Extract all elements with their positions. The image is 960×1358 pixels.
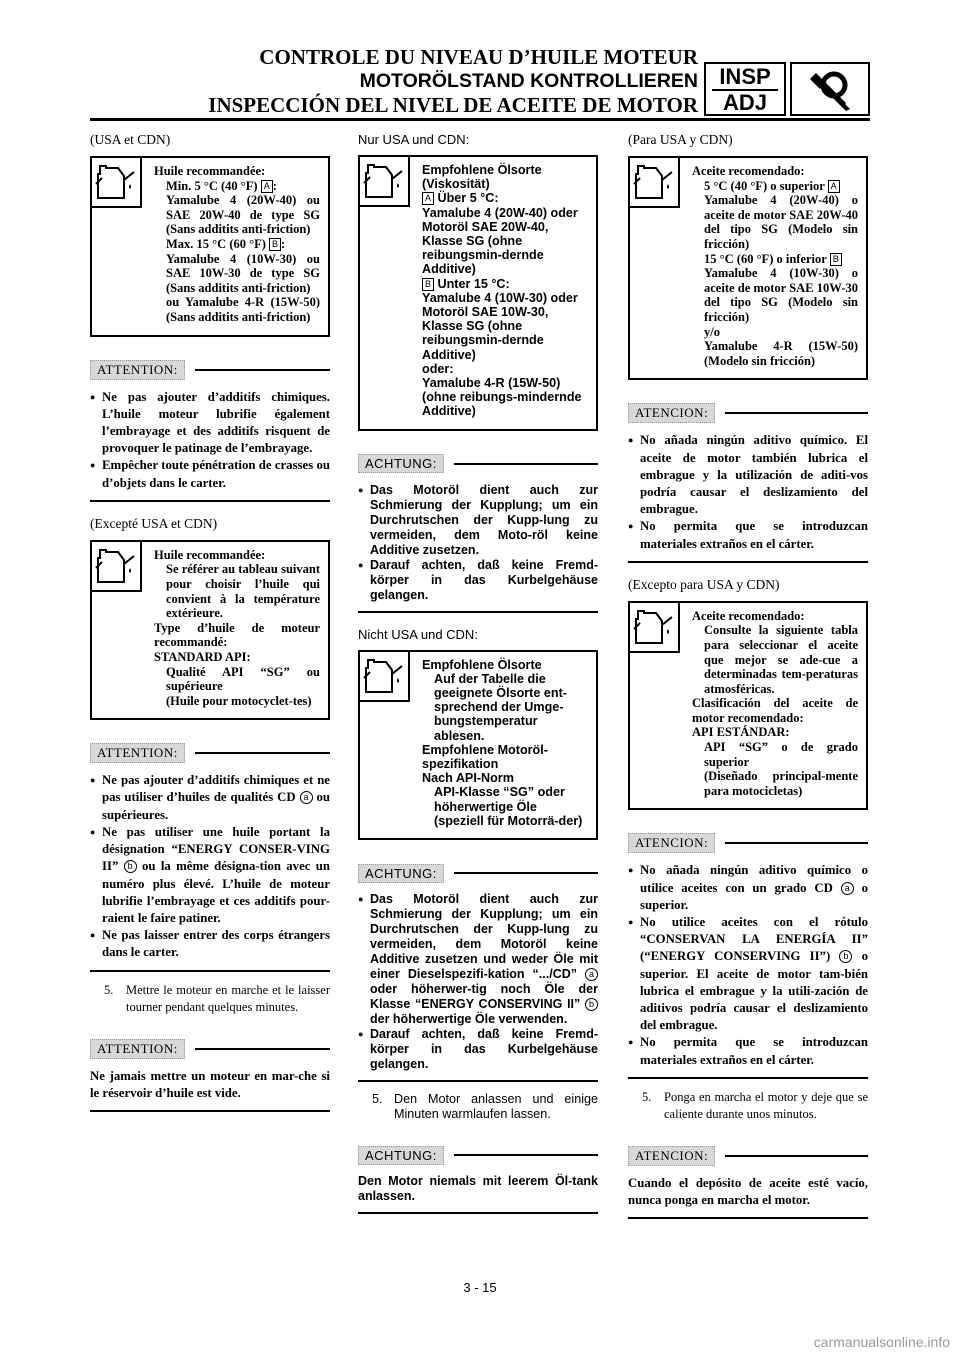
step-5: [372, 1092, 598, 1122]
oil-line: A Über 5 °C:: [422, 191, 588, 205]
oil-heading: Aceite recomendado:: [692, 164, 805, 178]
oil-line: B Unter 15 °C:: [422, 277, 588, 291]
marker-a: A: [422, 192, 434, 205]
oil-line: (Diseñado principal-mente para motocicletas): [704, 769, 858, 798]
oil-can-icon: [630, 603, 680, 653]
caution-item: ● Ne pas laisser entrer des corps étrangers dans le carter.: [90, 927, 330, 961]
caution-label: ATTENTION:: [90, 1039, 185, 1059]
caution-item: ● Das Motoröl dient auch zur Schmierung der Kupplung; um ein Durchrutschen der Kupp-lung zu vermeiden, dem Motoröl keine Additive zusetzen und weder Öle mit einer Dieselspezifi-kation “.../CD” a oder höherwer-tig noch Öle der Klasse “ENERGY CONSERVING II” b der höherwertige Öle verwenden.: [358, 892, 598, 1027]
oil-line: STANDARD API:: [154, 649, 251, 664]
oil-line: Se référer au tableau suivant pour choisir l’huile qui convient à la température extérieure.: [166, 562, 320, 621]
column-german: [358, 130, 598, 1214]
caution-block: [628, 832, 868, 1078]
title-german: MOTORÖLSTAND KONTROLLIEREN: [359, 70, 698, 92]
step-number: 5.: [104, 982, 114, 997]
oil-can-icon: [630, 158, 680, 208]
caution-item: ● No permita que se introduzcan materiales extraños en el cárter.: [628, 518, 868, 552]
step-text: Den Motor anlassen und einige Minuten warmlaufen lassen.: [394, 1092, 598, 1122]
oil-line: Empfohlene Motoröl-spezifikation: [422, 742, 548, 772]
oil-line: ou Yamalube 4-R (15W-50) (Sans additits anti-friction): [166, 295, 320, 324]
oil-heading: Empfohlene Ölsorte (Viskosität): [422, 163, 542, 192]
oil-can-icon: [360, 652, 410, 702]
marker-b: B: [422, 278, 434, 291]
page-header: [208, 45, 698, 117]
caution-item: ● Darauf achten, daß keine Fremd-körper in das Kurbelgehäuse gelangen.: [358, 558, 598, 603]
oil-heading: Huile recommandée:: [154, 164, 266, 178]
marker-b: b: [839, 950, 852, 963]
oil-can-icon: [92, 542, 142, 592]
caution-item: ● Ne pas ajouter d’additifs chimiques et ne pas utiliser d’huiles de qualités CD a ou supérieures.: [90, 772, 330, 824]
oil-heading: Huile recommandée:: [154, 547, 266, 562]
oil-line: Nach API-Norm: [422, 771, 514, 786]
region-label: (USA et CDN): [90, 132, 171, 147]
oil-line: Yamalube 4 (20W-40) o aceite de motor SAE 20W-40 del tipo SG (Modelo sin fricción): [704, 193, 858, 251]
caution-label: ATTENTION:: [90, 743, 185, 763]
oil-line: Yamalube 4 (10W-30) oder Motoröl SAE 10W-30, Klasse SG (ohne reibungsmin-dernde Additive): [422, 290, 578, 362]
oil-line: Min. 5 °C (40 °F) A :: [166, 178, 277, 193]
recommended-oil-box: [90, 540, 330, 721]
title-spanish: INSPECCIÓN DEL NIVEL DE ACEITE DE MOTOR: [208, 93, 698, 117]
oil-can-icon: [360, 157, 410, 207]
marker-b: b: [585, 998, 598, 1011]
caution-block: [358, 862, 598, 1082]
badge-top: INSP: [719, 64, 771, 89]
oil-line: API-Klasse “SG” oder höherwertige Öle (speziell für Motorrä-der): [434, 785, 583, 828]
oil-line: Consulte la siguiente tabla para seleccionar el aceite que mejor se ade-cue a determinadas tem-peraturas atmosféricas.: [704, 623, 858, 696]
caution-item: ● No añada ningún aditivo químico o utilice aceites con un grado CD a o superior.: [628, 862, 868, 914]
region-label: (Excepté USA et CDN): [90, 515, 218, 531]
caution-label: ATTENTION:: [90, 360, 185, 380]
region-label: (Para USA y CDN): [628, 132, 733, 147]
title-french: CONTROLE DU NIVEAU D’HUILE MOTEUR: [259, 45, 698, 69]
watermark: carmanualsonline.info: [813, 1334, 950, 1350]
marker-a: a: [841, 882, 854, 895]
caution-text: Cuando el depósito de aceite esté vacío, nunca ponga en marcha el motor.: [628, 1175, 868, 1208]
marker-a: a: [585, 968, 598, 981]
oil-line: Yamalube 4 (20W-40) ou SAE 20W-40 de type SG (Sans additits anti-friction): [166, 193, 320, 237]
marker-a: A: [261, 180, 273, 193]
caution-text: Den Motor niemals mit leerem Öl-tank anlassen.: [358, 1174, 598, 1204]
recommended-oil-box: [628, 156, 868, 380]
caution-text: Ne jamais mettre un moteur en mar-che si le réservoir d’huile est vide.: [90, 1068, 330, 1100]
oil-line: Yamalube 4-R (15W-50) (Modelo sin fricción): [704, 339, 858, 368]
page-number: 3 - 15: [463, 1280, 497, 1295]
oil-line: (Huile pour motocyclet-tes): [166, 693, 312, 708]
caution-label: ACHTUNG:: [358, 864, 444, 883]
marker-a: a: [300, 791, 313, 804]
oil-line: y/o: [704, 324, 720, 339]
caution-block: [90, 359, 330, 502]
caution-item: ● Empêcher toute pénétration de crasses ou d’objets dans le carter.: [90, 457, 330, 491]
marker-a: A: [828, 180, 840, 193]
caution-block: [90, 1038, 330, 1112]
region-label: Nicht USA und CDN:: [358, 626, 478, 642]
step-number: 5.: [642, 1089, 652, 1104]
recommended-oil-box: [90, 156, 330, 337]
recommended-oil-box: [358, 650, 598, 840]
caution-label: ATENCION:: [628, 1146, 715, 1166]
caution-block: [628, 402, 868, 562]
oil-line: 5 °C (40 °F) o superior A: [692, 179, 858, 194]
badge-bottom: ADJ: [722, 90, 767, 115]
step-5: [642, 1089, 868, 1123]
oil-line: API “SG” o de grado superior: [704, 740, 858, 769]
oil-heading: Aceite recomendado:: [692, 608, 805, 623]
header-rule: [90, 118, 870, 121]
oil-line: API ESTÁNDAR:: [692, 725, 790, 740]
caution-item: ● Ne pas utiliser une huile portant la désignation “ENERGY CONSER-VING II” b ou la même désigna-tion avec un numéro plus élevé. L’huile de moteur lubrifie l’embrayage et ces additifs pour-raient le faire patiner.: [90, 824, 330, 927]
column-spanish: [628, 130, 868, 1219]
recommended-oil-box: [628, 601, 868, 811]
oil-line: Qualité API “SG” ou supérieure: [166, 664, 320, 694]
oil-line: 15 °C (60 °F) o inferior B: [692, 252, 858, 267]
region-label: (Excepto para USA y CDN): [628, 576, 780, 592]
caution-item: ● Darauf achten, daß keine Fremd-körper in das Kurbelgehäuse gelangen.: [358, 1027, 598, 1072]
caution-block: [90, 742, 330, 971]
oil-line: Type d’huile de moteur recommandé:: [154, 620, 320, 650]
oil-line: Yamalube 4-R (15W-50) (ohne reibungs-mindernde Additive): [422, 376, 582, 419]
recommended-oil-box: [358, 155, 598, 431]
caution-label: ACHTUNG:: [358, 454, 444, 473]
wrench-gauge-icon: [790, 62, 870, 116]
caution-block: [358, 1144, 598, 1214]
oil-line: Yamalube 4 (20W-40) oder Motoröl SAE 20W-40, Klasse SG (ohne reibungsmin-dernde Additive): [422, 205, 578, 277]
caution-label: ATENCION:: [628, 833, 715, 853]
caution-item: ● Ne pas ajouter d’additifs chimiques. L’huile moteur lubrifie également l’embrayage et des additifs risquent de provoquer le patinage de l’embrayage.: [90, 389, 330, 458]
oil-line: Yamalube 4 (10W-30) ou SAE 10W-30 de type SG (Sans additits anti-friction): [166, 251, 320, 295]
caution-label: ACHTUNG:: [358, 1146, 444, 1165]
marker-b: B: [830, 253, 842, 266]
oil-line: Max. 15 °C (60 °F) B :: [166, 236, 286, 251]
step-text: Mettre le moteur en marche et le laisser tourner pendant quelques minutes.: [126, 982, 330, 1014]
marker-b: B: [269, 238, 281, 251]
caution-item: ● No permita que se introduzcan materiales extraños en el cárter.: [628, 1034, 868, 1068]
caution-item: ● Das Motoröl dient auch zur Schmierung der Kupplung; um ein Durchrutschen der Kupp-lung zu vermeiden, dem Moto-röl keine Additive zusetzen.: [358, 483, 598, 558]
oil-line: Clasificación del aceite de motor recomendado:: [692, 696, 858, 725]
caution-label: ATENCION:: [628, 403, 715, 423]
caution-item: ● No añada ningún aditivo químico. El aceite de motor también lubrica el embrague y la utilización de aditi-vos podría causar el deslizamiento del embrague.: [628, 432, 868, 518]
step-text: Ponga en marcha el motor y deje que se caliente durante unos minutos.: [664, 1089, 868, 1121]
oil-can-icon: [92, 158, 142, 208]
caution-block: [628, 1145, 868, 1219]
caution-block: [358, 453, 598, 613]
oil-line: Yamalube 4 (10W-30) o aceite de motor SAE 10W-30 del tipo SG (Modelo sin fricción): [704, 266, 858, 324]
oil-line: Auf der Tabelle die geeignete Ölsorte ent-sprechend der Umge-bungstemperatur ablesen.: [434, 671, 567, 743]
marker-b: b: [124, 860, 137, 873]
step-number: 5.: [372, 1092, 383, 1107]
oil-heading: Empfohlene Ölsorte: [422, 657, 542, 672]
region-label: Nur USA und CDN:: [358, 132, 470, 147]
column-french: [90, 130, 330, 1112]
oil-line: oder:: [422, 361, 454, 376]
step-5: [104, 982, 330, 1016]
insp-adj-badge: [704, 62, 786, 116]
caution-item: ● No utilice aceites con el rótulo “CONSERVAN LA ENERGÍA II” (“ENERGY CONSERVING II”) b o superior. El aceite de motor tam-bién lubrica el embrague y la utili-zación de aditivos podría causar el deslizamiento del embrague.: [628, 914, 868, 1034]
